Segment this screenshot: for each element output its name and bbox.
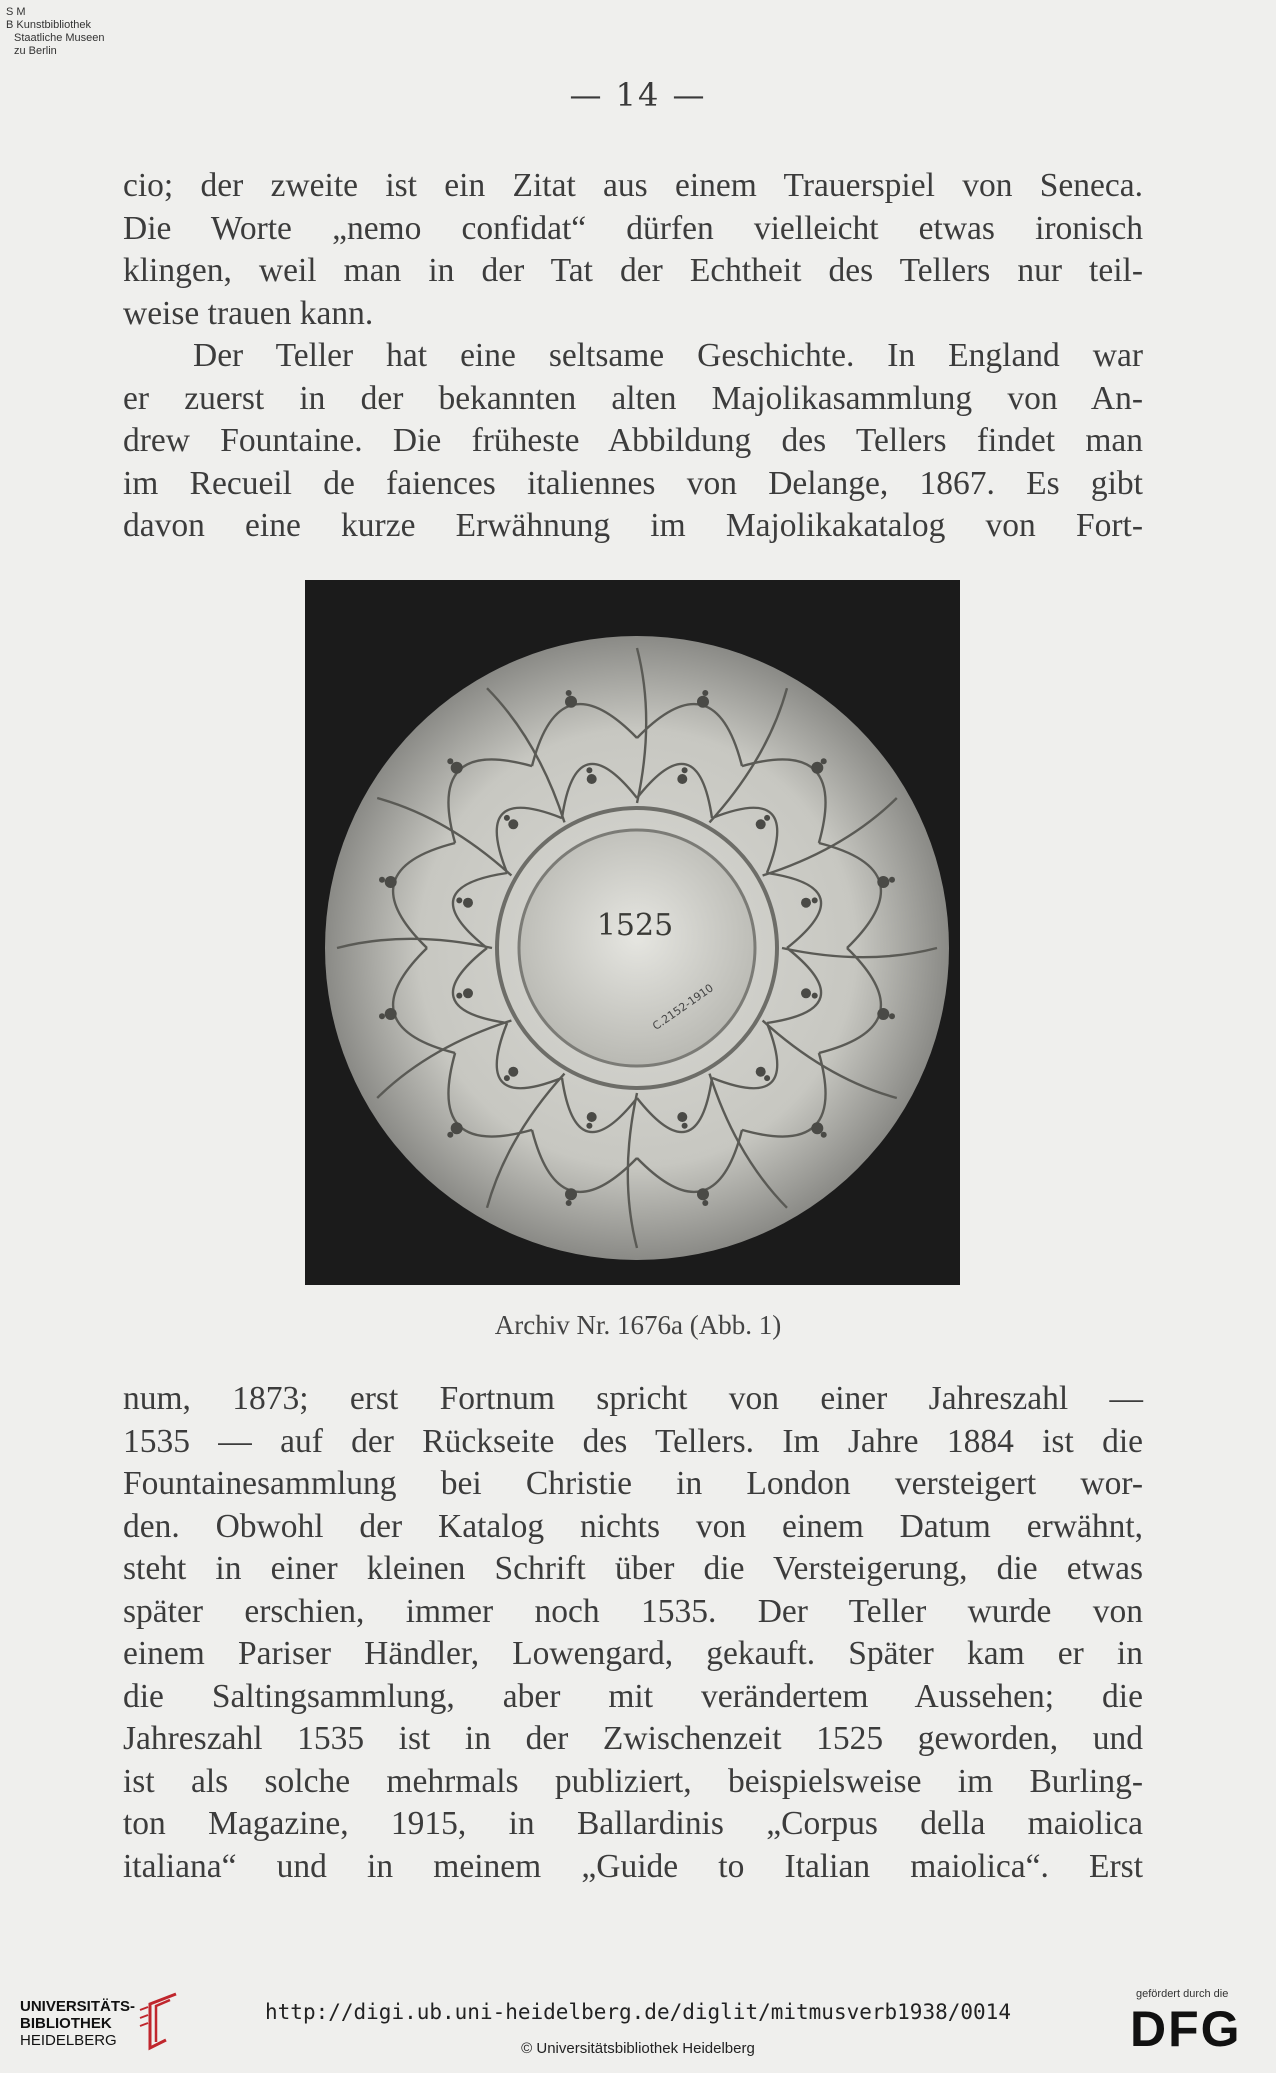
plate-pattern-motif bbox=[379, 1013, 385, 1019]
library-name-line-3: HEIDELBERG bbox=[20, 2032, 117, 2049]
plate-pattern-motif bbox=[463, 898, 473, 908]
text-line: Der Teller hat eine seltsame Geschichte. In England war bbox=[193, 337, 1143, 374]
text-line: später erschien, immer noch 1535. Der Teller wurde von bbox=[123, 1592, 1143, 1630]
plate-pattern-motif bbox=[447, 1132, 453, 1138]
plate-pattern-motif bbox=[889, 877, 895, 883]
plate-pattern-motif bbox=[812, 897, 818, 903]
body-text-top bbox=[123, 165, 1143, 548]
plate-pattern-motif bbox=[889, 1013, 895, 1019]
text-line: num, 1873; erst Fortnum spricht von einer Jahreszahl — bbox=[123, 1380, 1143, 1417]
plate-rim-inscription: C.2152-1910 bbox=[650, 981, 716, 1033]
text-line: 1535 — auf der Rückseite des Tellers. Im Jahre 1884 ist die bbox=[123, 1422, 1143, 1460]
plate-pattern-motif bbox=[764, 1075, 770, 1081]
text-line: steht in einer kleinen Schrift über die Versteigerung, die etwas bbox=[123, 1550, 1143, 1587]
plate-pattern-motif bbox=[811, 1122, 823, 1134]
library-stamp bbox=[6, 6, 105, 58]
plate-pattern-motif bbox=[764, 815, 770, 821]
plate-pattern-motif bbox=[821, 1132, 827, 1138]
plate-pattern-motif bbox=[456, 993, 462, 999]
plate-pattern-motif bbox=[463, 988, 473, 998]
library-name-line-2: BIBLIOTHEK bbox=[20, 2015, 112, 2032]
text-line: die Saltingsammlung, aber mit verändertem Aussehen; die bbox=[123, 1677, 1143, 1715]
copyright-notice: © Universitätsbibliothek Heidelberg bbox=[521, 2040, 755, 2057]
plate-pattern-motif bbox=[508, 1067, 518, 1077]
plate-pattern-motif bbox=[504, 1075, 510, 1081]
text-line: einem Pariser Händler, Lowengard, gekauft. Später kam er in bbox=[123, 1635, 1143, 1672]
plate-pattern-motif bbox=[877, 876, 889, 888]
text-line: Die Worte „nemo confidat“ dürfen vielleicht etwas ironisch bbox=[123, 209, 1143, 247]
plate-pattern-motif bbox=[566, 1200, 572, 1206]
text-line: den. Obwohl der Katalog nichts von einem Datum erwähnt, bbox=[123, 1507, 1143, 1545]
stamp-line-3: Staatliche Museen bbox=[14, 32, 105, 44]
figure-caption: Archiv Nr. 1676a (Abb. 1) bbox=[494, 1310, 782, 1340]
text-line: drew Fountaine. Die früheste Abbildung des Tellers findet man bbox=[123, 422, 1143, 459]
plate-pattern-motif bbox=[697, 696, 709, 708]
plate-pattern-motif bbox=[702, 1200, 708, 1206]
permalink-url[interactable]: http://digi.ub.uni-heidelberg.de/diglit/mitmusverb1938/0014 bbox=[265, 2000, 1011, 2024]
plate-pattern-motif bbox=[447, 758, 453, 764]
plate-pattern-motif bbox=[697, 1188, 709, 1200]
stamp-line-1: S M bbox=[6, 6, 26, 18]
text-line: davon eine kurze Erwähnung im Majolikakatalog von Fort- bbox=[123, 507, 1143, 544]
plate-pattern-motif bbox=[756, 819, 766, 829]
plate-pattern-motif bbox=[677, 1112, 687, 1122]
text-line: er zuerst in der bekannten alten Majolikasammlung von An- bbox=[123, 379, 1143, 417]
text-line: im Recueil de faiences italiennes von Delange, 1867. Es gibt bbox=[123, 464, 1143, 502]
plate-pattern-motif bbox=[385, 876, 397, 888]
plate-pattern-motif bbox=[379, 877, 385, 883]
plate-pattern-motif bbox=[801, 898, 811, 908]
plate-pattern-motif bbox=[508, 819, 518, 829]
plate-pattern-motif bbox=[385, 1008, 397, 1020]
plate-inscription: 1525 bbox=[596, 908, 674, 943]
library-name-line-1: UNIVERSITÄTS- bbox=[20, 1998, 136, 2015]
stamp-line-2: B Kunstbibliothek bbox=[6, 19, 91, 31]
plate-pattern-motif bbox=[504, 815, 510, 821]
plate-pattern-motif bbox=[801, 988, 811, 998]
plate-pattern-motif bbox=[702, 690, 708, 696]
page-number: — 14 — bbox=[569, 76, 707, 114]
footer-bar bbox=[0, 1978, 1276, 2073]
body-text-bottom bbox=[123, 1378, 1143, 1888]
plate-pattern-motif bbox=[565, 696, 577, 708]
plate-photograph bbox=[305, 580, 960, 1285]
plate-pattern-motif bbox=[565, 1188, 577, 1200]
funding-note: gefördert durch die bbox=[1136, 1988, 1229, 2000]
plate-pattern-motif bbox=[682, 1123, 688, 1129]
text-line: cio; der zweite ist ein Zitat aus einem Trauerspiel von Seneca. bbox=[123, 167, 1143, 204]
plate-pattern-motif bbox=[586, 1123, 592, 1129]
plate-pattern-motif bbox=[821, 758, 827, 764]
plate-pattern-motif bbox=[682, 767, 688, 773]
plate-pattern-motif bbox=[587, 774, 597, 784]
text-line: Jahreszahl 1535 ist in der Zwischenzeit 1525 geworden, und bbox=[123, 1720, 1143, 1757]
text-line: ist als solche mehrmals publiziert, beispielsweise im Burling- bbox=[123, 1762, 1143, 1800]
plate-pattern-motif bbox=[756, 1067, 766, 1077]
plate-pattern-motif bbox=[451, 1122, 463, 1134]
text-line: klingen, weil man in der Tat der Echtheit des Tellers nur teil- bbox=[123, 252, 1143, 289]
dfg-logo[interactable]: DFG bbox=[1130, 2001, 1242, 2057]
plate-pattern-motif bbox=[877, 1008, 889, 1020]
plate-illustration bbox=[305, 580, 960, 1285]
text-line: Fountainesammlung bei Christie in London versteigert wor- bbox=[123, 1465, 1143, 1502]
plate-pattern-motif bbox=[677, 774, 687, 784]
stamp-line-4: zu Berlin bbox=[14, 45, 57, 57]
plate-pattern-motif bbox=[587, 1112, 597, 1122]
text-line: ton Magazine, 1915, in Ballardinis „Corpus della maiolica bbox=[123, 1805, 1143, 1842]
plate-pattern-motif bbox=[566, 690, 572, 696]
plate-pattern-motif bbox=[812, 993, 818, 999]
plate-pattern-motif bbox=[586, 767, 592, 773]
plate-pattern-motif bbox=[451, 762, 463, 774]
text-line: italiana“ und in meinem „Guide to Italian maiolica“. Erst bbox=[123, 1847, 1143, 1885]
text-line: weise trauen kann. bbox=[123, 294, 374, 332]
plate-pattern-motif bbox=[811, 762, 823, 774]
plate-pattern-motif bbox=[456, 897, 462, 903]
plate-foot-ring bbox=[519, 830, 755, 1066]
